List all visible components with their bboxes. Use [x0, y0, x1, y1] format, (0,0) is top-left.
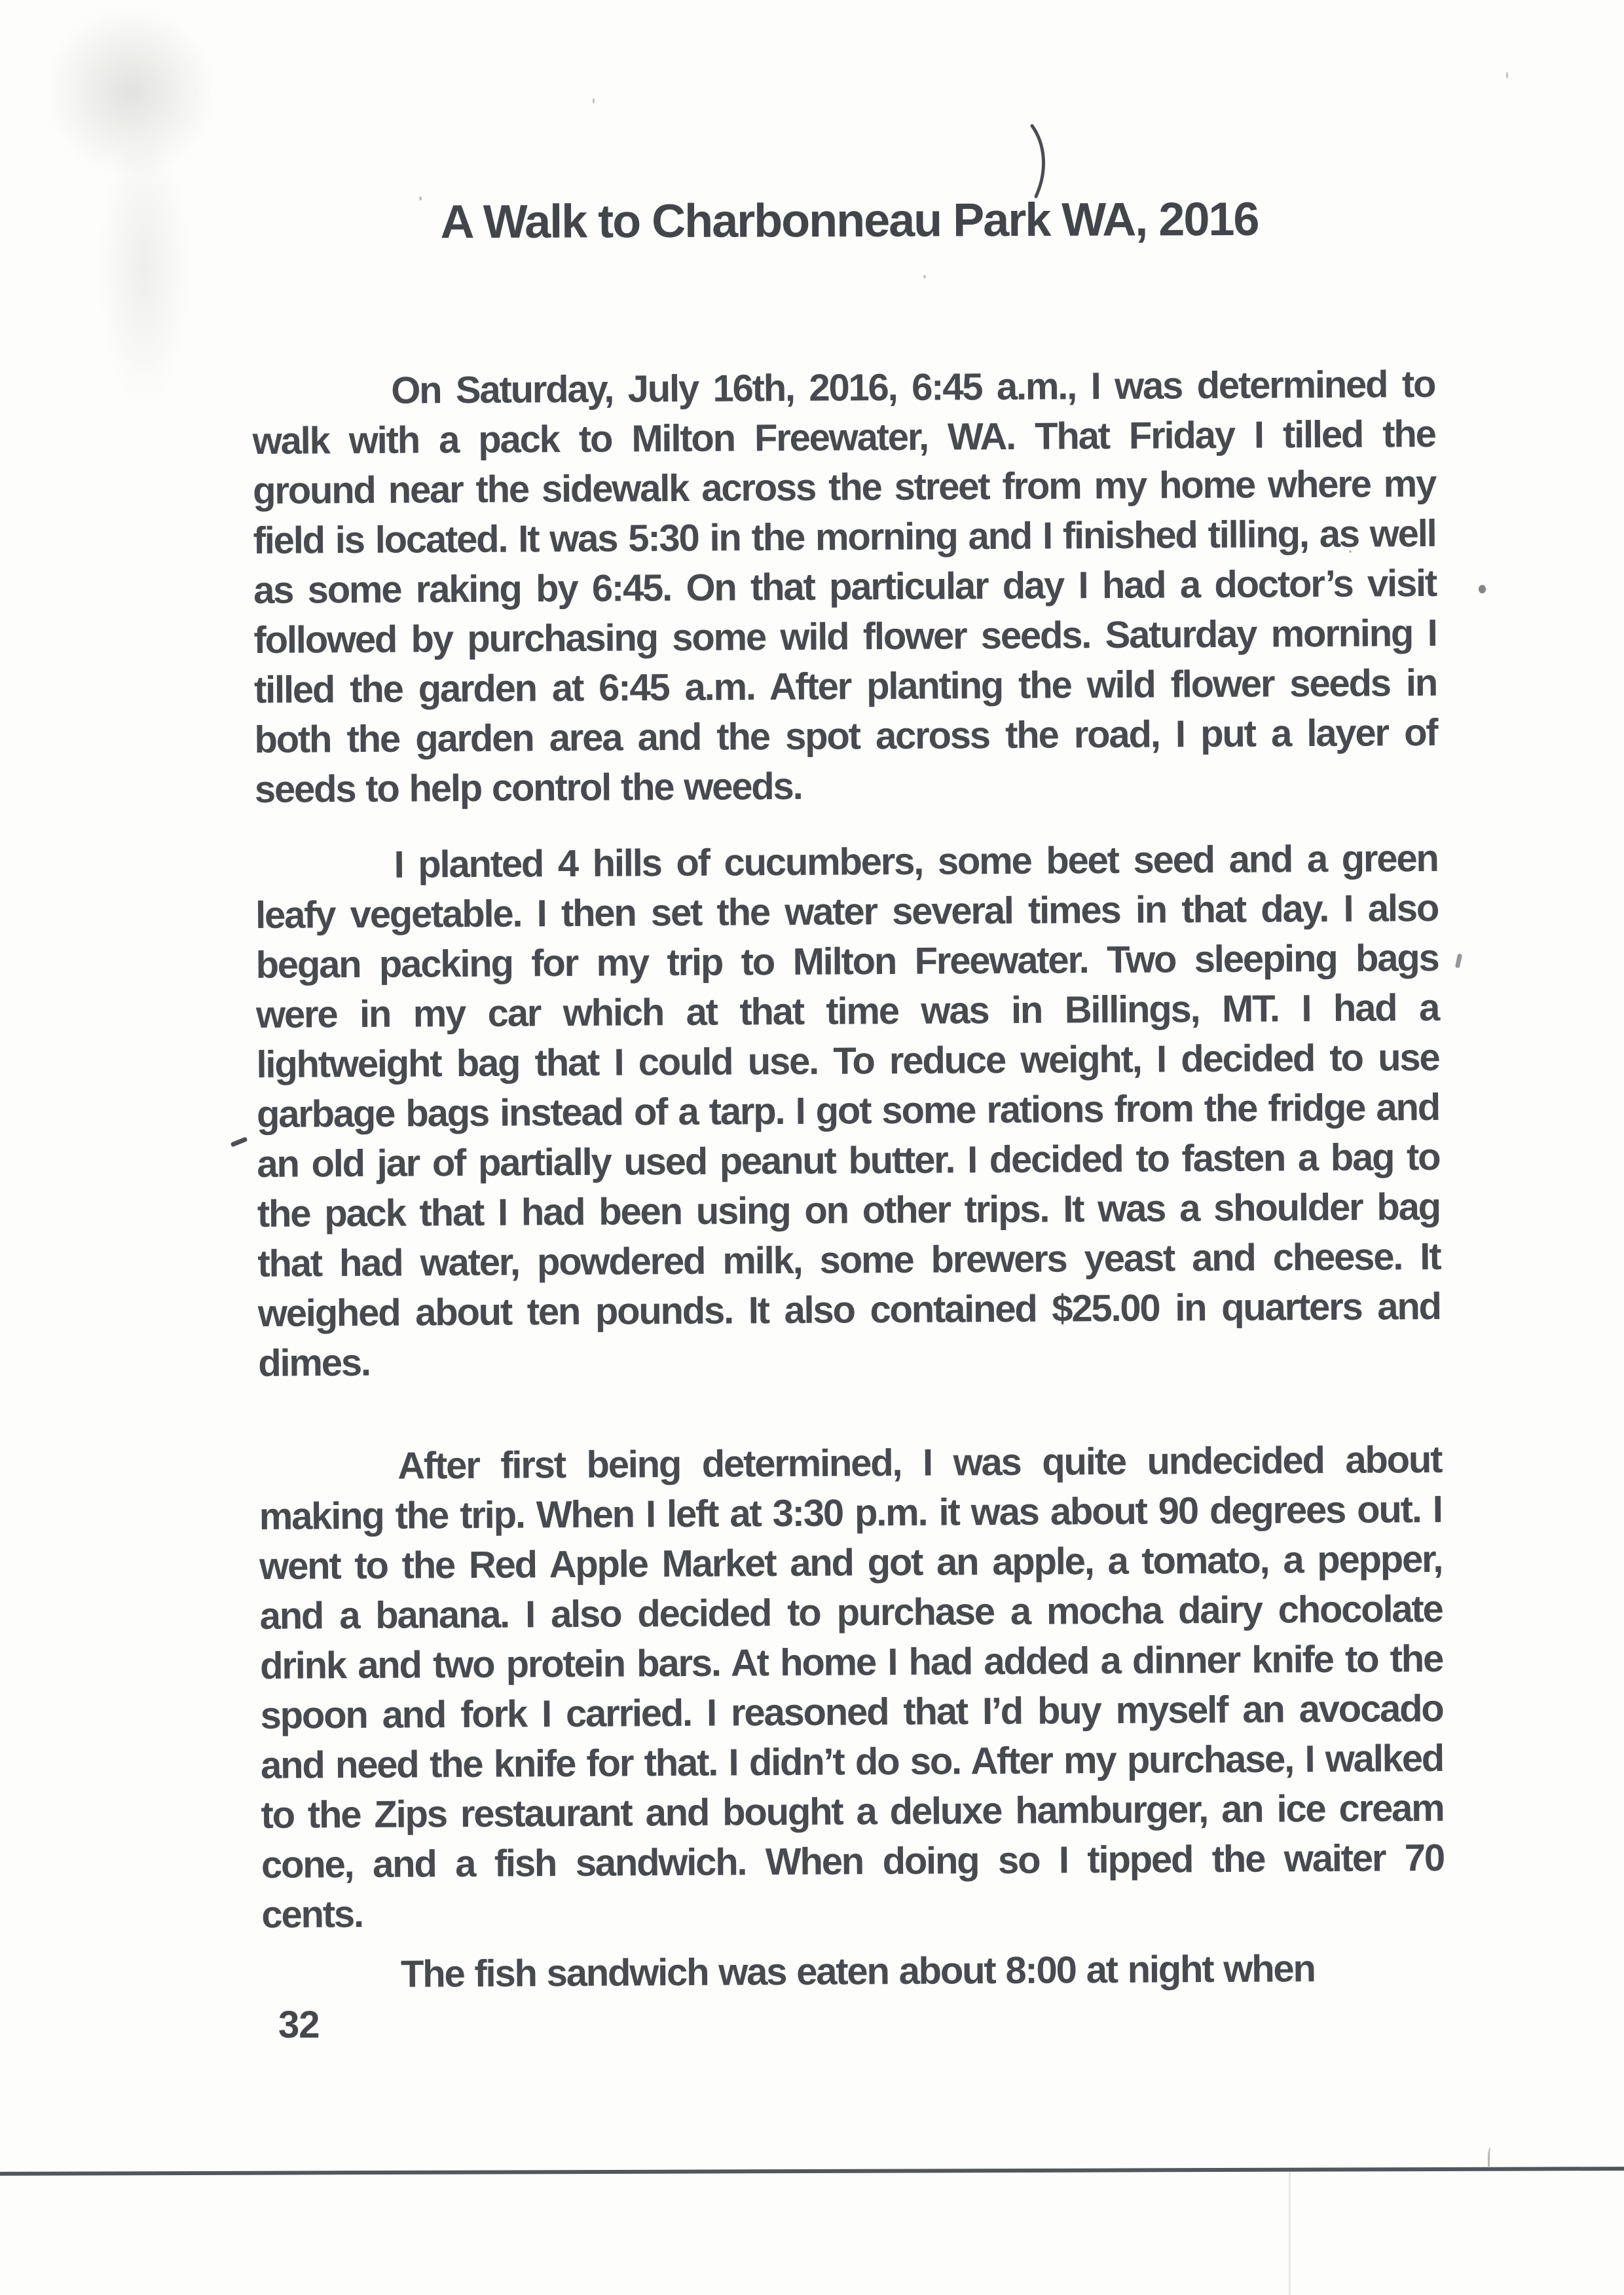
pen-mark — [1027, 123, 1056, 199]
page-number: 32 — [278, 2004, 320, 2046]
scan-speck — [923, 275, 926, 278]
scan-dot-artifact — [1479, 585, 1486, 593]
scan-hook-artifact — [1488, 2147, 1492, 2167]
paragraph: On Saturday, July 16th, 2016, 6:45 a.m., I was determined to walk with a pack to Milton Freewater, WA. That Friday I tilled the ground near the sidewalk across the street from my home where my field is located. It was 5:30 in the morning and I finished tilling, as well as some raking by 6:45. On that particular day I had a doctor’s visit followed by purchasing some wild flower seeds. Saturday morning I tilled the garden at 6:45 a.m. After planting the wild flower seeds in both the garden area and the spot across the road, I put a layer of seeds to help control the weeds. — [252, 362, 1437, 811]
scan-quote-artifact — [1455, 954, 1462, 969]
scan-dash-artifact — [231, 1136, 248, 1147]
scan-horizontal-rule — [0, 2167, 1624, 2176]
page-title: A Walk to Charbonneau Park WA, 2016 — [440, 193, 1259, 249]
paragraph: I planted 4 hills of cucumbers, some beet seed and a green leafy vegetable. I then set the water several times in that day. I also began packing for my trip to Milton Freewater. Two sleeping bags were in my car which at that time was in Billings, MT. I had a lightweight bag that I could use. To reduce weight, I decided to use garbage bags instead of a tarp. I got some rations from the fridge and an old jar of partially used peanut butter. I decided to fasten a bag to the pack that I had been using on other trips. It was a shoulder bag that had water, powdered milk, some brewers yeast and cheese. It weighed about ten pounds. It also contained $25.00 in quarters and dimes. — [255, 836, 1441, 1385]
paragraph: The fish sandwich was eaten about 8:00 at night when — [400, 1947, 1315, 1996]
document-body — [252, 360, 1445, 2000]
scan-vertical-line — [1289, 2172, 1291, 2295]
scan-smudge — [98, 131, 190, 406]
scan-speck — [593, 98, 595, 103]
paragraph: After first being determined, I was quite undecided about making the trip. When I left at 3:30 p.m. it was about 90 degrees out. I went to the Red Apple Market and got an apple, a tomato, a pepper, and a banana. I also decided to purchase a mocha dairy chocolate drink and two protein bars. At home I had added a dinner knife to the spoon and fork I carried. I reasoned that I’d buy myself an avocado and need the knife for that. I didn’t do so. After my purchase, I walked to the Zips restaurant and bought a deluxe hamburger, an ice cream cone, and a fish sandwich. When doing so I tipped the waiter 70 cents. — [259, 1438, 1445, 1936]
scan-speck — [1506, 72, 1508, 79]
